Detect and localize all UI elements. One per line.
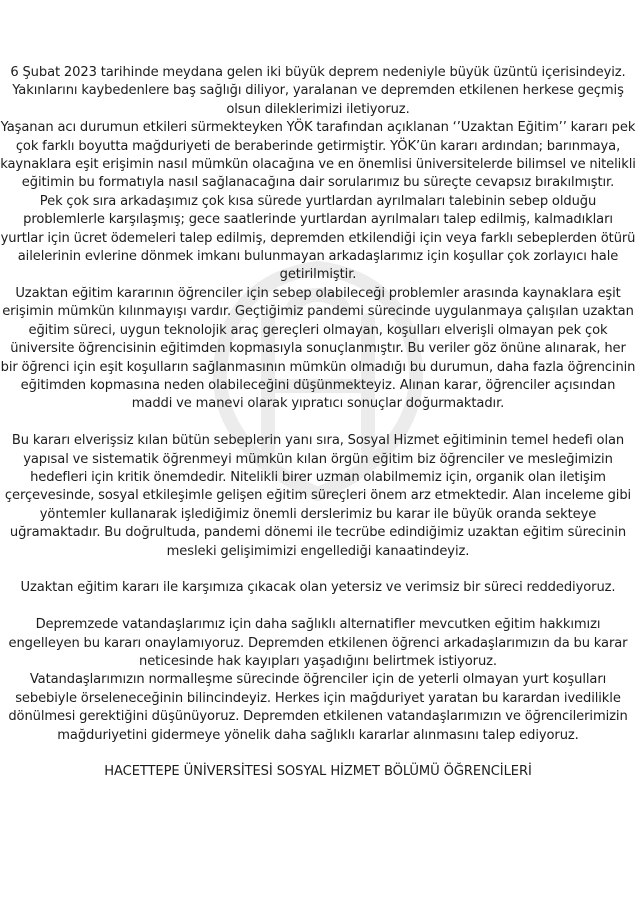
paragraph-spacer: [0, 561, 636, 579]
paragraph-condolences: 6 Şubat 2023 tarihinde meydana gelen iki büyük deprem nedeniyle büyük üzüntü içerisindeyiz. Yakınlarını kaybedenlere baş sağlığı diliyor, yaralanan ve depremden etkilenen herkese geçmiş olsun dileklerimizi iletiyoruz.: [10, 65, 626, 117]
paragraph-equal-access: Uzaktan eğitim kararının öğrenciler için sebep olabileceği problemler arasında kaynaklara eşit erişimin mümkün kılınmayışı vardır. Geçtiğimiz pandemi sürecinde uygulanmaya çalışılan uzaktan eğitim süreci, uygun teknolojik araç gereçleri olmayan, koşulları elverişli olmayan pek çok üniversite öğrencisinin eğitimden kopmasıyla sonuçlanmıştır. Bu veriler göz önüne alınarak, her bir öğrenci için eşit koşulların sağlanmasının mümkün olmadığı bu durumun, daha fazla öğrencinin eğitimden kopmasına neden olabileceğini düşünmekteyiz. Alınan karar, öğrenciler açısından maddi ve manevi olarak yıpratıcı sonuçlar doğurmaktadır.: [0, 285, 636, 412]
paragraph-spacer: [0, 598, 636, 616]
signature-line: HACETTEPE ÜNİVERSİTESİ SOSYAL HİZMET BÖLÜMÜ ÖĞRENCİLERİ: [104, 764, 532, 780]
paragraph-spacer: [0, 745, 636, 763]
paragraph-dormitories: Pek çok sıra arkadaşımız çok kısa sürede yurtlardan ayrılmaları talebinin sebep olduğu problemlerle karşılaşmış; gece saatlerinde yurtlardan ayrılmaları talep edilmiş, kalmadıkları yurtlar için ücret ödemeleri talep edilmiş, depremden etkilendiği için veya farklı sebeplerden ötürü ailelerinin evlerine dönmek imkanı bulunmayan arkadaşlarımız için koşullar çok zorlayıcı hale getirilmiştir.: [0, 193, 636, 283]
paragraph-earthquake-victims: Depremzede vatandaşlarımız için daha sağlıklı alternatifler mevcutken eğitim hakkımızı engelleyen bu kararı onaylamıyoruz. Depremden etkilenen öğrenci arkadaşlarımızın da bu karar neticesinde hak kayıpları yaşadığını belirtmek istiyoruz.: [8, 617, 628, 669]
statement-document: [0, 64, 636, 782]
paragraph-rejection: Uzaktan eğitim kararı ile karşımıza çıkacak olan yetersiz ve verimsiz bir süreci reddediyoruz.: [20, 580, 616, 596]
paragraph-spacer: [0, 414, 636, 432]
paragraph-social-work-education: Bu kararı elverişsiz kılan bütün sebeplerin yanı sıra, Sosyal Hizmet eğitiminin temel hedefi olan yapısal ve sistematik öğrenmeyi mümkün kılan örgün eğitim biz öğrenciler ve mesleğimizin hedefleri için kritik önemdedir. Nitelikli birer uzman olabilmemiz için, organik olan iletişim çerçevesinde, sosyal etkileşimle gelişen eğitim süreçleri önem arz etmektedir. Alan inceleme gibi yöntemler kullanarak işlediğimiz önemli derslerimiz bu karar ile büyük oranda sekteye uğramaktadır. Bu doğrultuda, pandemi dönemi ile tecrübe edindiğimiz uzaktan eğitim sürecinin mesleki gelişimimizi engellediği kanaatindeyiz.: [4, 433, 632, 559]
paragraph-demands: Vatandaşlarımızın normalleşme sürecinde öğrenciler için de yeterli olmayan yurt koşulları sebebiyle örseleneceğinin bilincindeyiz. Herkes için mağduriyet yaratan bu karardan ivedilikle dönülmesi gerektiğini düşünüyoruz. Depremden etkilenen vatandaşlarımızın ve öğrencilerimizin mağduriyetini gidermeye yönelik daha sağlıklı kararlar alınmasını talep ediyoruz.: [8, 672, 628, 743]
paragraph-yok-decision: Yaşanan acı durumun etkileri sürmekteyken YÖK tarafından açıklanan ‘’Uzaktan Eğitim’’ kararı pek çok farklı boyutta mağduriyeti de beraberinde getirmiştir. YÖK’ün kararı ardından; barınmaya, kaynaklara eşit erişimin nasıl mümkün olacağına ve en önemlisi üniversitelerde bilimsel ve nitelikli eğitimin bu formatıyla nasıl sağlanacağına dair sorularımız bu süreçte cevapsız bırakılmıştır.: [0, 120, 636, 191]
